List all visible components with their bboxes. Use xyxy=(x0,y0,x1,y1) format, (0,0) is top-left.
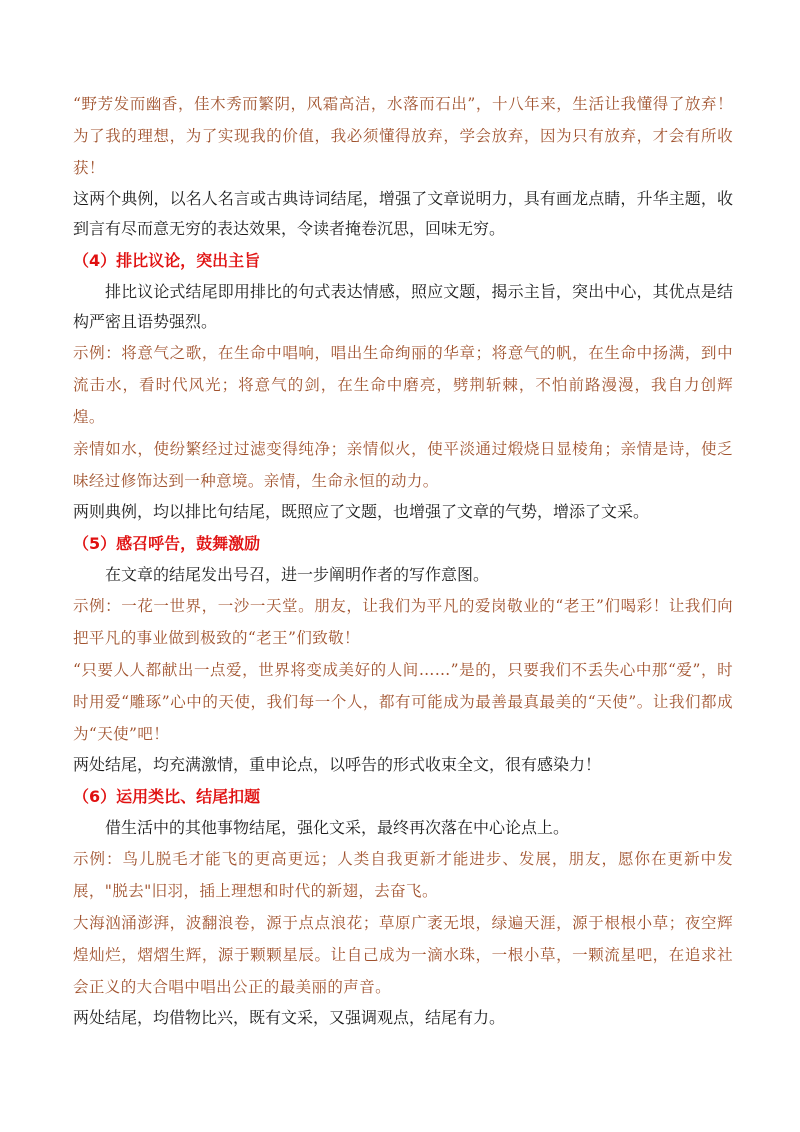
section-intro-paragraph: 借生活中的其他事物结尾，强化文采，最终再次落在中心论点上。 xyxy=(105,818,570,837)
analysis-paragraph: 这两个典例，以名人名言或古典诗词结尾，增强了文章说明力，具有画龙点睛，升华主题，收到言有尽而意无穷的表达效果，令读者掩卷沉思，回味无穷。 xyxy=(73,189,733,238)
example-paragraph: 示例：一花一世界，一沙一天堂。朋友，让我们为平凡的爱岗敬业的“老王”们喝彩！让我们向把平凡的事业做到极致的“老王”们致敬！ xyxy=(73,597,733,647)
section-heading-4: （4）排比议论，突出主旨 xyxy=(73,251,261,270)
example-paragraph: 示例：鸟儿脱毛才能飞的更高更远；人类自我更新才能进步、发展，朋友，愿你在更新中发展，"脱去"旧羽，插上理想和时代的新翅，去奋飞。 xyxy=(73,850,733,900)
document-page xyxy=(73,88,733,1033)
analysis-paragraph: 两处结尾，均充满激情，重申论点，以呼告的形式收束全文，很有感染力！ xyxy=(73,755,602,774)
analysis-paragraph: 两则典例，均以排比句结尾，既照应了文题，也增强了文章的气势，增添了文采。 xyxy=(73,502,650,521)
section-intro-paragraph: 排比议论式结尾即用排比的句式表达情感，照应文题，揭示主旨，突出中心，其优点是结构严密且语势强烈。 xyxy=(73,282,733,331)
analysis-paragraph: 两处结尾，均借物比兴，既有文采，又强调观点，结尾有力。 xyxy=(73,1008,506,1027)
example-paragraph: 示例：将意气之歌，在生命中唱响，唱出生命绚丽的华章；将意气的帆，在生命中扬满，到中流击水，看时代风光；将意气的剑，在生命中磨亮，劈荆斩棘，不怕前路漫漫，我自力创辉煌。 xyxy=(73,344,733,426)
section-heading-5: （5）感召呼告，鼓舞激励 xyxy=(73,534,261,553)
example-quote-paragraph: “野芳发而幽香，佳木秀而繁阴，风霜高洁，水落而石出”，十八年来，生活让我懂得了放弃！为了我的理想，为了实现我的价值，我必须懂得放弃，学会放弃，因为只有放弃，才会有所收获！ xyxy=(73,95,733,177)
example-paragraph: 大海汹涌澎湃，波翻浪卷，源于点点浪花；草原广袤无垠，绿遍天涯，源于根根小草；夜空辉煌灿烂，熠熠生辉，源于颗颗星辰。让自己成为一滴水珠，一根小草，一颗流星吧，在追求社会正义的大合唱中唱出公正的最美丽的声音。 xyxy=(73,914,733,996)
example-paragraph: “只要人人都献出一点爱，世界将变成美好的人间……”是的，只要我们不丢失心中那“爱”，时时用爱“雕琢”心中的天使，我们每一个人，都有可能成为最善最真最美的“天使”。让我们都成为“天使”吧！ xyxy=(73,661,733,743)
example-paragraph: 亲情如水，使纷繁经过过滤变得纯净；亲情似火，使平淡通过煅烧日显棱角；亲情是诗，使乏味经过修饰达到一种意境。亲情，生命永恒的动力。 xyxy=(73,440,733,490)
section-heading-6: （6）运用类比、结尾扣题 xyxy=(73,787,261,806)
section-intro-paragraph: 在文章的结尾发出号召，进一步阐明作者的写作意图。 xyxy=(105,565,490,584)
